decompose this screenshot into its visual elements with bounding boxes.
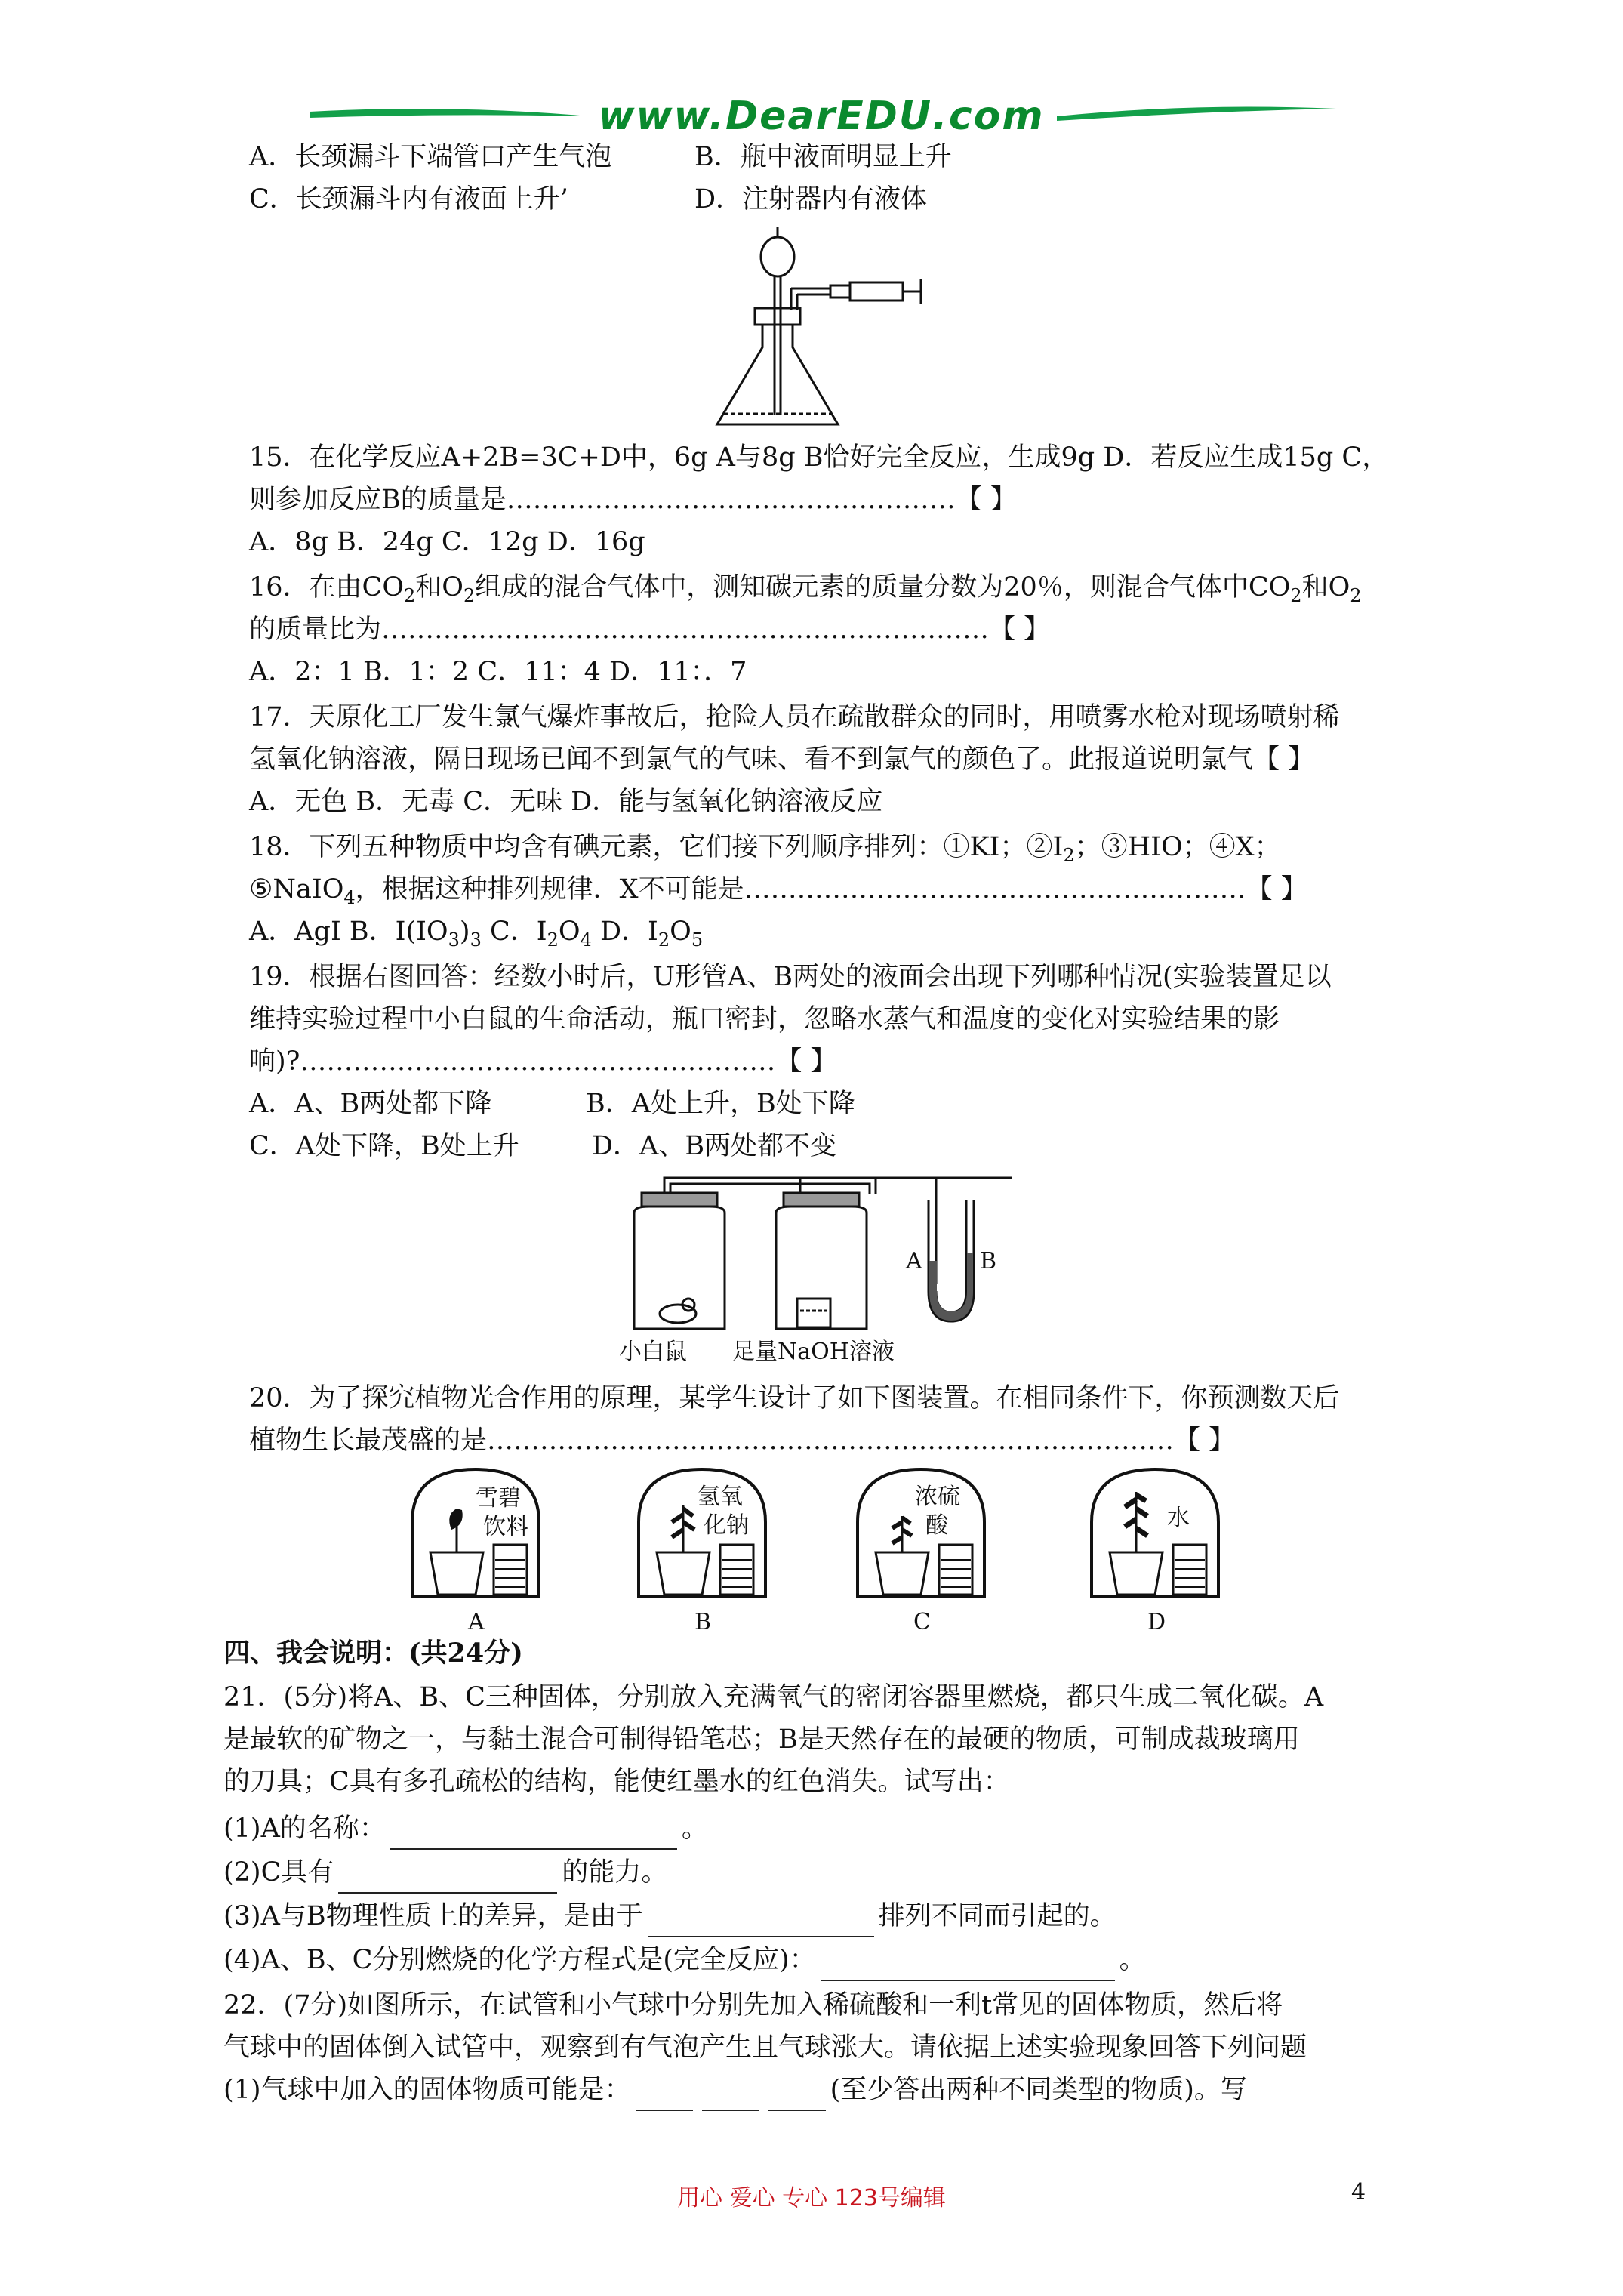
q14-option-d: D．注射器内有液体 — [694, 184, 928, 214]
jar-a-letter: A — [468, 1609, 485, 1635]
q19-line1: 19．根据右图回答：经数小时后，U形管A、B两处的液面会出现下列哪种情况(实验装置足以 — [249, 962, 1332, 992]
q16-line1: 16．在由$CO_2$和$O_2$组成的混合气体中，测知碳元素的质量分数为20％，则混合气体中$CO_2$和$O_2$ — [249, 572, 1362, 606]
q14-option-a: A．长颈漏斗下端管口产生气泡 — [249, 142, 612, 172]
q20-line1: 20．为了探究植物光合作用的原理，某学生设计了如下图装置。在相同条件下，你预测数天后 — [249, 1383, 1340, 1413]
mouse-label: 小白鼠 — [619, 1339, 687, 1365]
q15-line2: 则参加反应B的质量是……………………………………………【 】 — [249, 485, 1017, 515]
jar-b-label-line2: 化钠 — [704, 1512, 749, 1539]
q14-option-c: C．长颈漏斗内有液面上升’ — [249, 184, 568, 214]
jar-a — [412, 1469, 539, 1635]
q20-line2: 植物生长最茂盛的是……………………………………………………………………【 】 — [249, 1425, 1236, 1456]
jar-d — [1092, 1469, 1218, 1635]
q16-options: A．2：1 B．1：2 C．11：4 D．11：．7 — [249, 657, 747, 687]
site-logo[interactable]: www.DearEDU.com — [598, 94, 1045, 139]
q19-line3: 响)?………………………………………………【 】 — [249, 1046, 837, 1077]
q22-line1: 22．(7分)如图所示，在试管和小气球中分别先加入稀硫酸和一利t常见的固体物质，然后将 — [223, 1990, 1283, 2020]
mouse-bottle-figure — [619, 1170, 1012, 1374]
q21-line2: 是最软的矿物之一，与黏土混合可制得铅笔芯；B是天然存在的最硬的物质，可制成裁玻璃用 — [223, 1724, 1300, 1755]
q18-line1: 18．下列五种物质中均含有碘元素，它们接下列顺序排列：①KI；$②I_2$；③HIO；④X； — [249, 832, 1281, 866]
q19-option-a: A．A、B两处都下降 — [249, 1089, 492, 1119]
answer-blank-a-name[interactable] — [390, 1821, 677, 1850]
answer-blank-arrangement[interactable] — [648, 1909, 874, 1937]
jar-b-letter: B — [694, 1609, 712, 1635]
q22-sub1: (1)气球中加入的固体物质可能是： (至少答出两种不同类型的物质)。写 — [223, 2069, 1247, 2111]
plant-jars-figure — [408, 1462, 1253, 1638]
answer-blank-solid-1[interactable] — [636, 2082, 693, 2111]
q19-option-c: C．A处下降，B处上升 — [249, 1131, 519, 1161]
q21-line3: 的刀具；C具有多孔疏松的结构，能使红墨水的红色消失。试写出： — [223, 1767, 1010, 1797]
answer-blank-solid-3[interactable] — [768, 2082, 826, 2111]
naoh-label: 足量NaOH溶液 — [732, 1339, 895, 1365]
jar-a-label-line1: 雪碧 — [476, 1485, 521, 1512]
jar-c-label-line2: 酸 — [925, 1512, 948, 1539]
jar-c-letter: C — [913, 1609, 931, 1635]
q15-options: A．8g B．24g C．12g D．16g — [249, 527, 645, 557]
jar-c — [858, 1469, 984, 1635]
jar-b-label-line1: 氢氧 — [698, 1484, 743, 1510]
q17-line1: 17．天原化工厂发生氯气爆炸事故后，抢险人员在疏散群众的同时，用喷雾水枪对现场喷射稀 — [249, 702, 1340, 732]
q19-option-d: D．A、B两处都不变 — [592, 1131, 837, 1161]
jar-b — [639, 1469, 765, 1635]
q17-line2: 氢氧化钠溶液，隔日现场已闻不到氯气的气味、看不到氯气的颜色了。此报道说明氯气【 】 — [249, 744, 1315, 775]
answer-blank-equations[interactable] — [821, 1952, 1115, 1981]
q19-line2: 维持实验过程中小白鼠的生命活动，瓶口密封，忽略水蒸气和温度的变化对实验结果的影 — [249, 1004, 1280, 1034]
q21-line1: 21．(5分)将A、B、C三种固体，分别放入充满氧气的密闭容器里燃烧，都只生成二氧化碳。A — [223, 1682, 1324, 1712]
section-4-title: 四、我会说明：(共24分) — [223, 1638, 523, 1669]
q14-option-b: B．瓶中液面明显上升 — [694, 142, 952, 172]
q21-sub2: (2)C具有 的能力。 — [223, 1851, 667, 1894]
jar-c-label-line1: 浓硫 — [915, 1484, 960, 1510]
footer-text: 用心 爱心 专心 123号编辑 — [677, 2185, 946, 2211]
q21-sub3: (3)A与B物理性质上的差异，是由于 排列不同而引起的。 — [223, 1895, 1116, 1937]
q22-line2: 气球中的固体倒入试管中，观察到有气泡产生且气球涨大。请依据上述实验现象回答下列问题 — [223, 2032, 1307, 2063]
jar-d-letter: D — [1147, 1609, 1166, 1635]
q21-sub1: (1)A的名称： 。 — [223, 1808, 708, 1850]
jar-a-label-line2: 饮料 — [483, 1514, 528, 1540]
q18-line2: ⑤NaIO$_4$，根据这种排列规律．X不可能是…………………………………………………【 】 — [249, 874, 1307, 908]
flask-syringe-figure — [702, 227, 944, 438]
answer-blank-solid-2[interactable] — [702, 2082, 759, 2111]
u-tube-label-a: A — [906, 1248, 922, 1274]
q17-options: A．无色 B．无毒 C．无味 D．能与氢氧化钠溶液反应 — [249, 787, 883, 817]
jar-d-label-line1: 水 — [1167, 1505, 1190, 1531]
q21-sub4: (4)A、B、C分别燃烧的化学方程式是(完全反应)： 。 — [223, 1939, 1146, 1981]
u-tube-label-b: B — [980, 1248, 997, 1274]
q16-line2: 的质量比为……………………………………………………………【 】 — [249, 615, 1051, 645]
answer-blank-c-ability[interactable] — [338, 1865, 557, 1894]
q19-option-b: B．A处上升，B处下降 — [586, 1089, 855, 1119]
q15-line1: 15．在化学反应A+2B=3C+D中，6g A与8g B恰好完全反应，生成9g D．若反应生成15g C， — [249, 442, 1389, 473]
q18-options: A．AgI B．$I(IO_3)_3$ C．$I_2O_4$ D．$I_2O_5$ — [249, 917, 704, 951]
page-number: 4 — [1351, 2179, 1366, 2205]
